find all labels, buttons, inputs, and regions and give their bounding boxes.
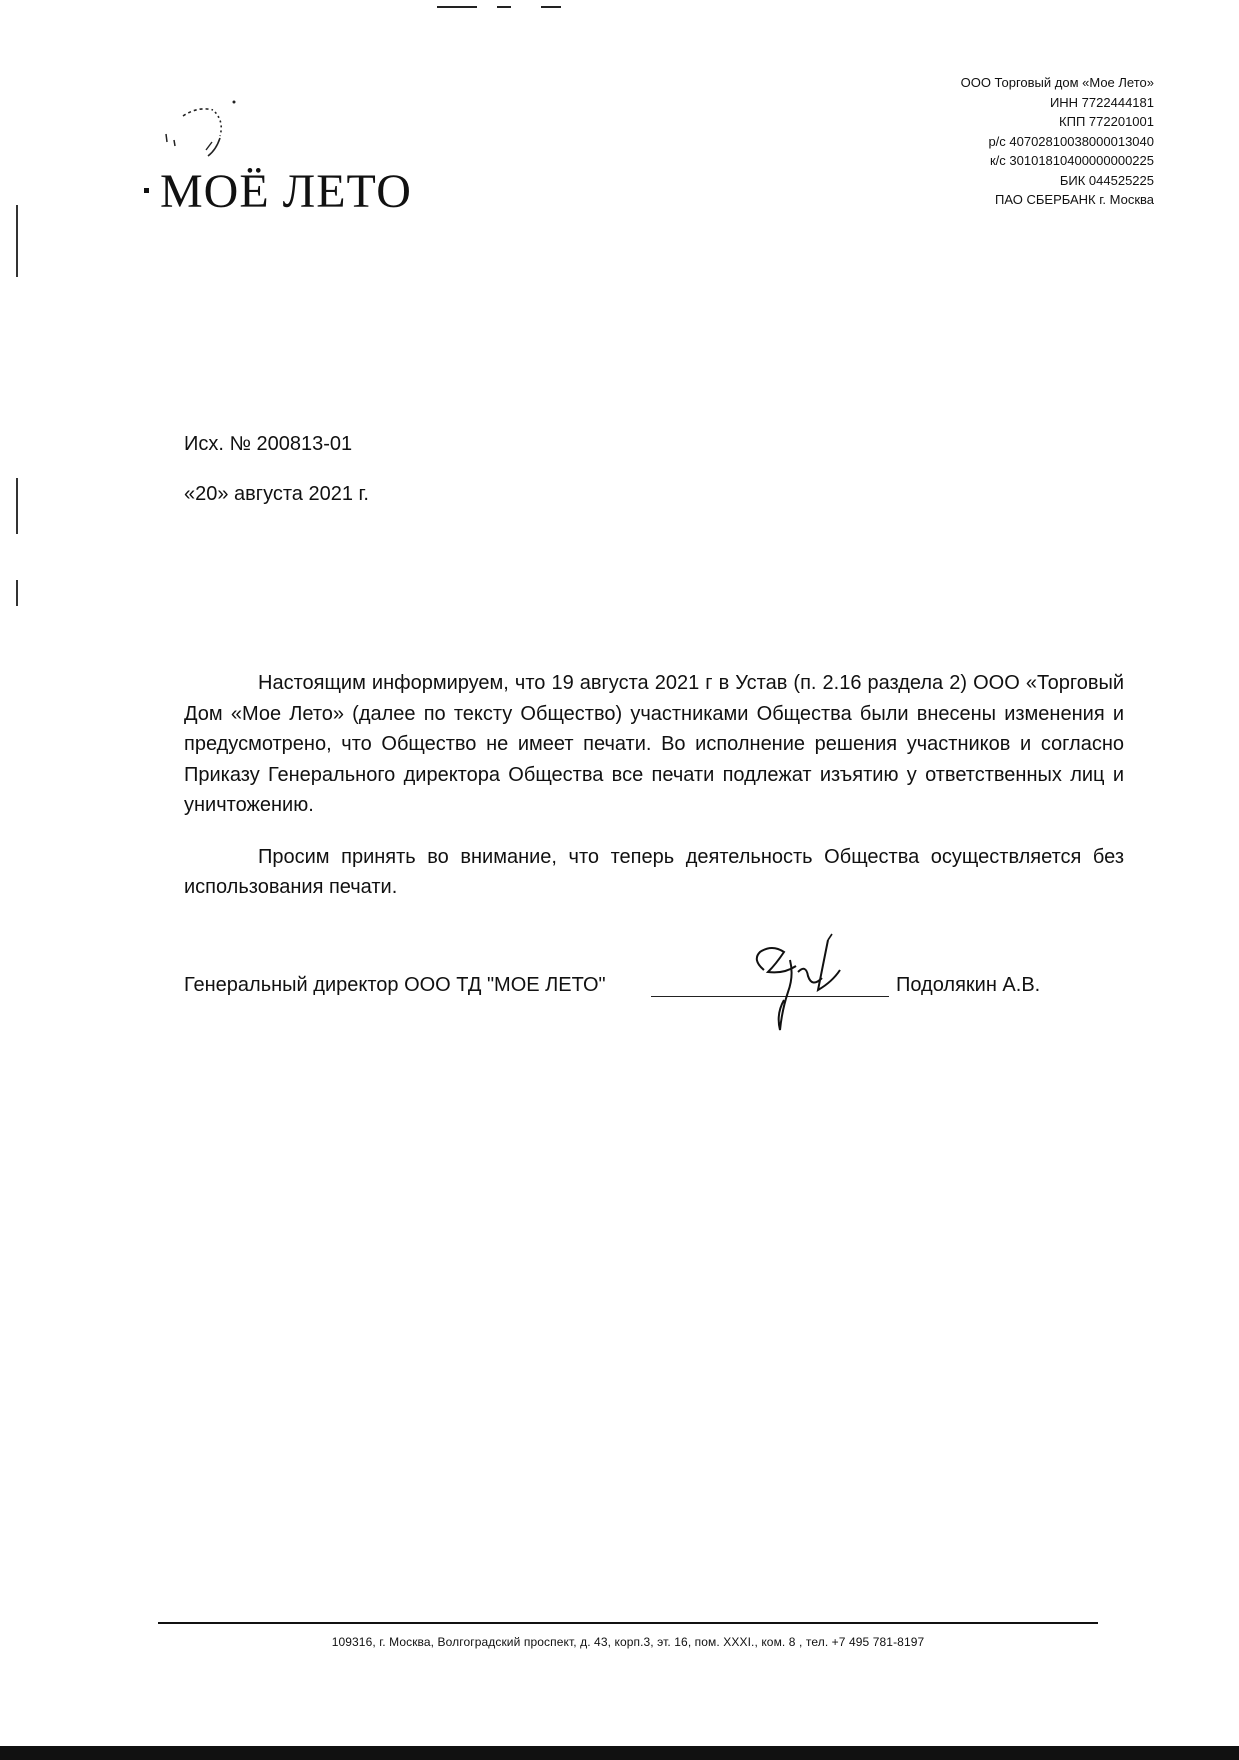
scan-artifact	[16, 478, 18, 534]
paragraph: Просим принять во внимание, что теперь деятельность Общества осуществляется без использования печати.	[184, 845, 1124, 898]
outgoing-number: Исх. № 200813-01	[184, 433, 353, 455]
letter-body	[184, 668, 1124, 924]
scan-artifact	[541, 6, 561, 8]
company-name: ООО Торговый дом «Мое Лето»	[960, 75, 1154, 90]
settlement-account: р/с 40702810038000013040	[988, 133, 1154, 149]
signatory-name: Подолякин А.В.	[896, 974, 1041, 996]
logo-dot	[144, 188, 149, 193]
sun-swirl-icon	[158, 98, 248, 168]
handwritten-signature	[724, 930, 874, 1040]
signatory-title: Генеральный директор ООО ТД "МОЕ ЛЕТО"	[184, 974, 606, 996]
logo-text: МОЁ ЛЕТО	[160, 165, 412, 218]
scan-artifact	[437, 6, 477, 8]
company-logo	[138, 98, 458, 218]
footer-address: 109316, г. Москва, Волгоградский проспект, д. 43, корп.3, эт. 16, пом. XXXI., ком. 8 , тел. +7 495 781-8197	[331, 1635, 925, 1649]
scan-artifact	[0, 1746, 1239, 1760]
footer-divider	[158, 1622, 1098, 1624]
outgoing-info	[184, 430, 369, 530]
scan-artifact	[16, 580, 18, 606]
company-requisites	[961, 73, 1154, 210]
bik: БИК 044525225	[1059, 172, 1154, 188]
scan-artifact	[16, 205, 18, 277]
correspondent-account: к/с 30101810400000000225	[989, 153, 1154, 168]
scan-artifact	[497, 6, 511, 8]
bank-name: ПАО СБЕРБАНК г. Москва	[995, 192, 1154, 207]
paragraph: Настоящим информируем, что 19 августа 2021 г в Устав (п. 2.16 раздела 2) ООО «Торговый Дом «Мое Лето» (далее по тексту Общество) участниками Общества были внесены изменения и предусмотрено, что Общество не имеет печати. Во исполнение решения участников и согласно Приказу Генерального директора Общества все печати подлежат изъятию у ответственных лиц и уничтожению.	[184, 672, 1124, 816]
inn: ИНН 7722444181	[1049, 94, 1154, 110]
letter-date: «20» августа 2021 г.	[184, 483, 369, 505]
kpp: КПП 772201001	[1059, 114, 1154, 129]
